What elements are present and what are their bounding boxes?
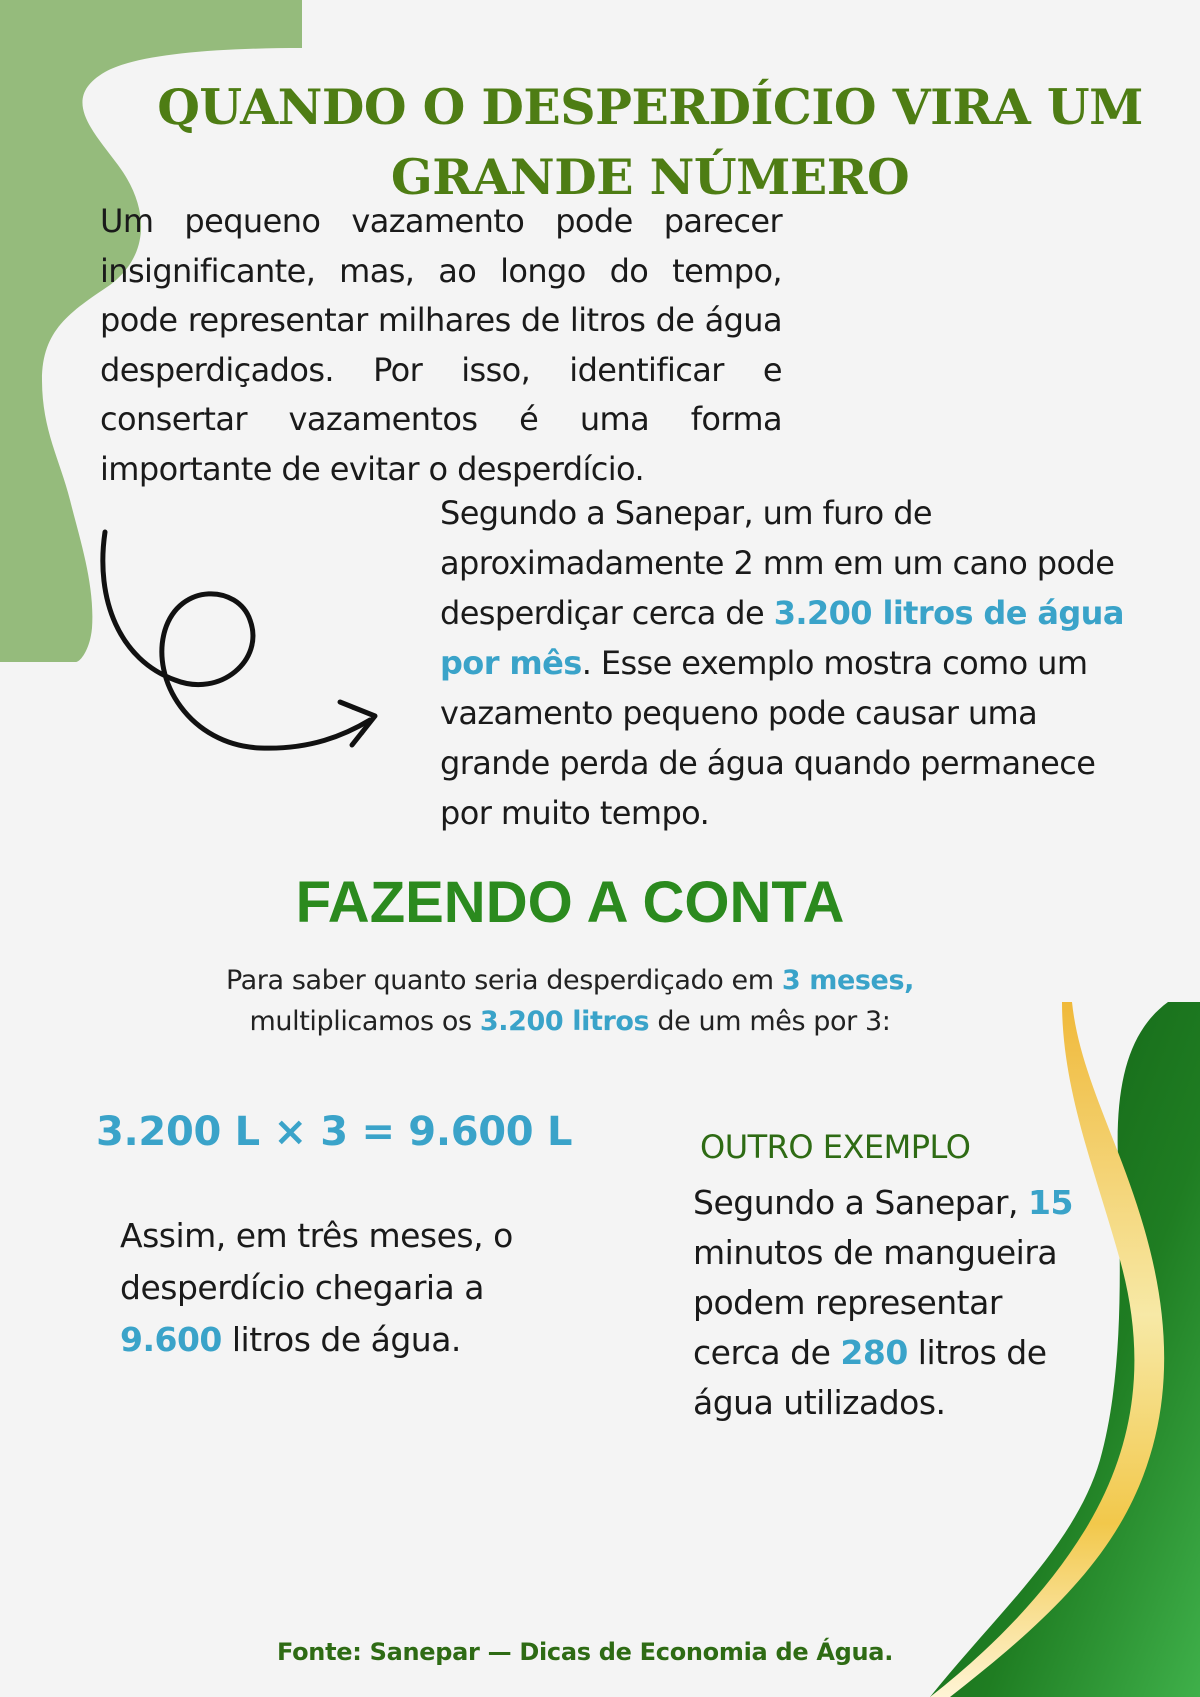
other-example-text-3: litros de água utilizados. <box>693 1333 1047 1422</box>
calc-result <box>120 1210 540 1366</box>
calc-formula: 3.200 L × 3 = 9.600 L <box>96 1109 573 1155</box>
other-example-paragraph <box>693 1178 1093 1428</box>
months-highlight: 3 meses <box>781 965 905 996</box>
leak-volume-highlight: 3.200 litros de água por mês <box>440 594 1124 682</box>
calc-intro-text-2: multiplicamos os <box>249 1006 480 1037</box>
calc-intro-line-2 <box>0 1001 1140 1042</box>
intro-paragraph: Um pequeno vazamento pode parecer insignificante, mas, ao longo do tempo, pode representar milhares de litros de água desperdiçados. Por isso, identificar e consertar vazamentos é uma forma importante de evitar o desperdício. <box>100 202 782 488</box>
title-line-1: QUANDO O DESPERDÍCIO VIRA UM <box>157 78 1143 136</box>
comma: , <box>904 965 914 996</box>
calc-heading: FAZENDO A CONTA <box>295 870 845 935</box>
calc-result-text: Assim, em três meses, o desperdício chegaria a <box>120 1216 513 1307</box>
page-title <box>150 72 1150 212</box>
minutes-highlight: 15 <box>1027 1183 1073 1222</box>
sanepar-example-text-end: . Esse exemplo mostra como um vazamento pequeno pode causar uma grande perda de água quando permanece por muito tempo. <box>440 644 1096 832</box>
title-line-2: GRANDE NÚMERO <box>390 148 910 206</box>
calc-intro-text-3: de um mês por 3: <box>649 1006 891 1037</box>
hose-liters-highlight: 280 <box>840 1333 908 1372</box>
source-footer: Fonte: Sanepar — Dicas de Economia de Água. <box>276 1638 894 1666</box>
sanepar-example-paragraph <box>440 488 1140 838</box>
result-highlight: 9.600 <box>120 1320 222 1359</box>
calc-intro-line-1 <box>0 960 1140 1001</box>
liters-highlight: 3.200 litros <box>479 1006 650 1037</box>
calc-intro <box>0 960 1140 1042</box>
calc-result-text-end: litros de água. <box>221 1320 461 1359</box>
other-example-text: Segundo a Sanepar, <box>693 1183 1028 1222</box>
curly-arrow-icon <box>90 520 390 800</box>
sanepar-example-text: Segundo a Sanepar, um furo de aproximadamente 2 mm em um cano pode desperdiçar cerca de <box>440 494 1115 632</box>
calc-intro-text: Para saber quanto seria desperdiçado em <box>225 965 782 996</box>
other-example-text-2: minutos de mangueira podem representar cerca de <box>693 1233 1058 1372</box>
other-example-heading: OUTRO EXEMPLO <box>700 1128 971 1166</box>
